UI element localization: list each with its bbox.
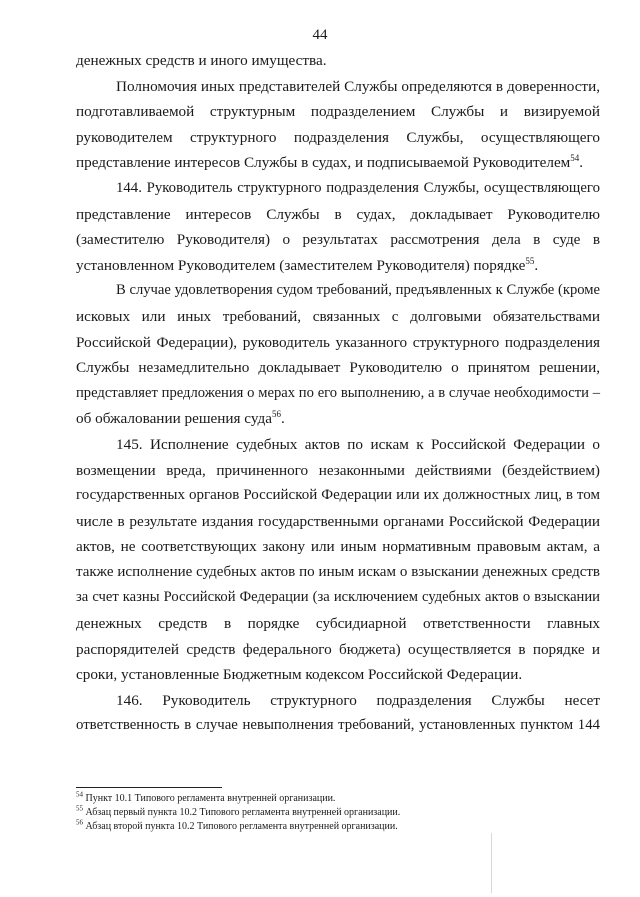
text-line: представление интересов Службы в судах, докладывает Руководителю bbox=[76, 205, 600, 223]
text-line: числе в результате издания государственными органами Российской Федерации bbox=[76, 512, 600, 530]
text-line: актов, не соответствующих закону или иным нормативным правовым актам, а bbox=[76, 538, 600, 556]
text-line: представляет предложения о мерах по его выполнению, а в случае необходимости – bbox=[76, 384, 600, 401]
text-line: также исполнение судебных актов по иным искам о взыскании денежных средств bbox=[76, 563, 600, 580]
footnote-ref-55[interactable]: 55 bbox=[525, 255, 535, 266]
text-line: исковых или иных требований, связанных с долговыми обязательствами bbox=[76, 307, 600, 325]
text-line: распорядителей средств федерального бюджета) осуществляется в порядке и bbox=[76, 640, 600, 658]
footnote-text: Пункт 10.1 Типового регламента внутренней организации. bbox=[85, 793, 336, 804]
text-segment: представление интересов Службы в судах, и подписываемой Руководителем bbox=[76, 154, 571, 172]
footnote-54 bbox=[76, 792, 596, 806]
text-line: денежных средств в порядке субсидиарной ответственности главных bbox=[76, 615, 600, 633]
text-line: (заместителю Руководителя) о результатах рассмотрения дела в суде в bbox=[76, 231, 600, 249]
footnote-text: Абзац первый пункта 10.2 Типового регламента внутренней организации. bbox=[85, 807, 401, 818]
page-number: 44 bbox=[312, 27, 328, 43]
scan-artifact bbox=[491, 833, 492, 893]
text-segment: об обжаловании решения суда bbox=[76, 410, 272, 428]
text-line: денежных средств и иного имущества. bbox=[76, 52, 327, 69]
text-line: сроки, установленные Бюджетным кодексом Российской Федерации. bbox=[76, 666, 523, 684]
text-line: за счет казны Российской Федерации (за исключением судебных актов о взыскании bbox=[76, 589, 600, 606]
text-line: Российской Федерации), руководитель указанного структурного подразделения bbox=[76, 333, 600, 351]
text-line: установленном Руководителем (заместителем Руководителя) порядке$^{55}$. bbox=[76, 255, 539, 274]
text-segment: установленном Руководителем (заместителем Руководителя) порядке bbox=[76, 256, 526, 274]
document-body bbox=[76, 48, 600, 739]
footnote-separator bbox=[76, 787, 222, 788]
text-line: об обжаловании решения суда$^{56}$. bbox=[76, 409, 285, 428]
text-line: государственных органов Российской Федерации или их должностных лиц, в том bbox=[76, 487, 600, 504]
footnote-ref-54[interactable]: 54 bbox=[570, 153, 580, 164]
footnote-55 bbox=[76, 806, 596, 820]
text-line: 145. Исполнение судебных актов по искам к Российской Федерации о bbox=[116, 435, 600, 453]
footnote-56 bbox=[76, 820, 596, 834]
text-line: подготавливаемой структурным подразделением Службы и визируемой bbox=[76, 103, 600, 121]
footnote-ref-56[interactable]: 56 bbox=[271, 409, 281, 420]
text-line: представление интересов Службы в судах, и подписываемой Руководителем$^{54}$. bbox=[76, 153, 584, 172]
text-line: 146. Руководитель структурного подразделения Службы несет bbox=[116, 691, 600, 709]
footnote-mark: 54 bbox=[76, 790, 83, 799]
text-line: 144. Руководитель структурного подразделения Службы, осуществляющего bbox=[116, 179, 600, 196]
text-line: ответственность в случае невыполнения требований, установленных пунктом 144 bbox=[76, 717, 600, 734]
text-line: Полномочия иных представителей Службы определяются в доверенности, bbox=[116, 77, 600, 95]
footnote-text: Абзац второй пункта 10.2 Типового регламента внутренней организации. bbox=[85, 821, 398, 832]
footnote-mark: 55 bbox=[76, 804, 83, 813]
text-line: В случае удовлетворения судом требований, предъявленных к Службе (кроме bbox=[116, 282, 600, 299]
footnote-mark: 56 bbox=[76, 818, 83, 827]
text-line: Службы незамедлительно докладывает Руководителю о принятом решении, bbox=[76, 359, 600, 377]
text-line: руководителем структурного подразделения Службы, осуществляющего bbox=[76, 128, 600, 146]
footnotes bbox=[76, 792, 596, 834]
text-line: возмещении вреда, причиненного незаконными действиями (бездействием) bbox=[76, 461, 600, 479]
